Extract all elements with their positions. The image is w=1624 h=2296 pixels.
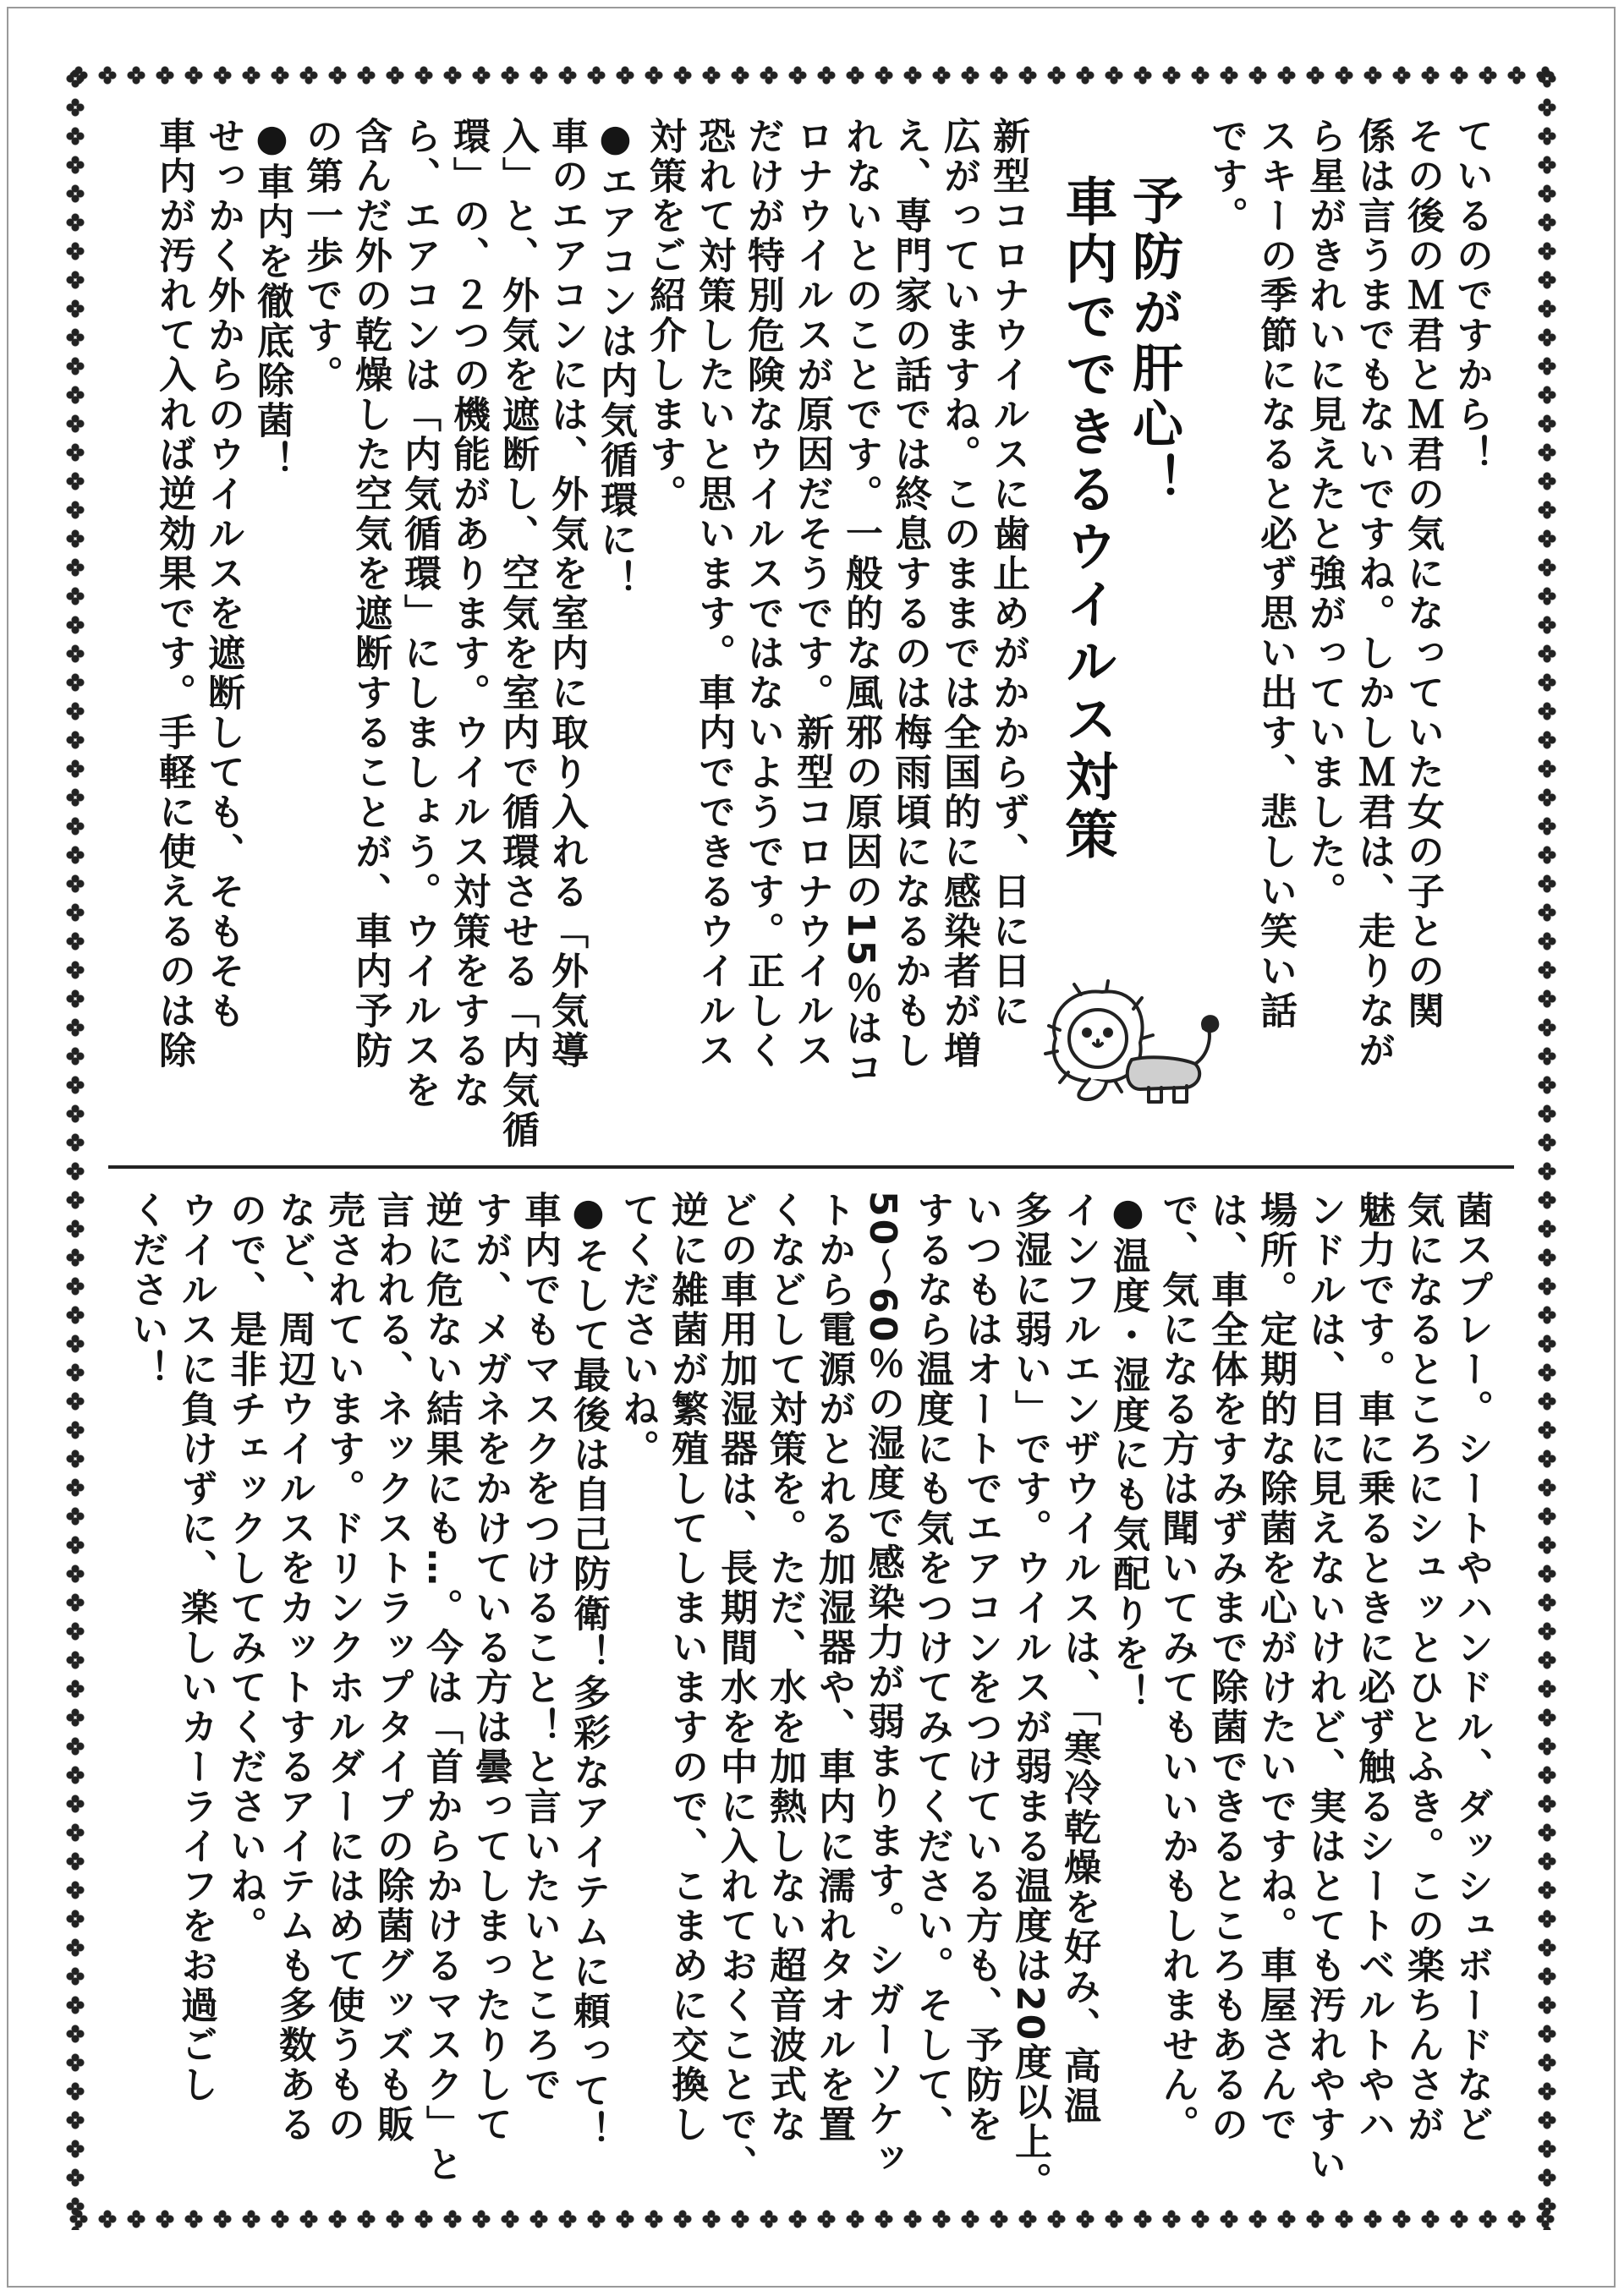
article-line: で、気になる方は聞いてみてもいいかもしれません。 [1155,1191,1199,2145]
article-line: 車内でもマスクをつけること！と言いたいところで [518,1191,561,2105]
article-line: 売されています。ドリンクホルダーにはめて使うもの [321,1191,365,2145]
article-line: 言われる、ネックストラップタイプの除菌グッズも販 [370,1191,414,2145]
newsletter-page [7,7,1616,2288]
flower-border-right [1533,64,1561,2230]
article-line: だけが特別危険なウイルスではないようです。正しく [741,117,784,1071]
article-line: 対策をご紹介します。 [643,117,686,514]
flower-border-top [64,61,1558,90]
article-line: 環」の、２つの機能があります。ウイルス対策をするな [447,117,490,1110]
story-line: スキーの季節になると必ず思い出す、悲しい笑い話 [1254,117,1297,1031]
story-line: ているのですから！ [1450,117,1493,474]
article-line: ください！ [125,1191,168,1389]
article-line: 新型コロナウイルスに歯止めがかからず、日に日に [986,117,1029,1031]
article-line: ロナウイルスが原因だそうです。新型コロナウイルス [790,117,833,1071]
lion-mascot-icon [1039,979,1233,1115]
bottom-text-block [122,1191,1495,2206]
article-line: 場所。定期的な除菌を心がけたいですね。車屋さんで [1254,1191,1297,2145]
article-line: どの車用加湿器は、長期間水を中に入れておくことで、 [714,1191,757,2184]
article-line: すが、メガネをかけている方は曇ってしまったりして [469,1191,512,2145]
section-divider [108,1165,1514,1169]
article-line: れないとのことです。一般的な風邪の原因の15％はコ [839,117,882,1088]
article-line: 逆に雑菌が繁殖してしまいますので、こまめに交換し [665,1191,708,2145]
article-line: いつもはオートでエアコンをつけている方も、予防を [959,1191,1002,2145]
top-text-block [149,117,1495,1150]
article-line: くなどして対策を。ただ、水を加熱しない超音波式な [763,1191,806,2145]
article-line: 魅力です。車に乗るときに必ず触るシートベルトやハ [1352,1191,1395,2145]
article-line: 入」と、外気を遮断し、空気を室内で循環させる「内気循 [496,117,539,1150]
article-title-line1: 予防が肝心！ [1124,174,1183,509]
article-line: ので、是非チェックしてみてくださいね。 [223,1191,266,1946]
article-line: ウイルスに負けずに、楽しいカーライフをお過ごし [174,1191,217,2105]
article-line: 恐れて対策したいと思います。車内でできるウイルス [692,117,735,1071]
article-line: トから電源がとれる加湿器や、車内に濡れタオルを置 [812,1191,855,2145]
article-line: 多湿に弱い」です。ウイルスが弱まる温度は20度以上。 [1008,1191,1051,2202]
story-line: その後のＭ君とＭ君の気になっていた女の子との関 [1401,117,1444,1031]
article-line: 気になるところにシュッとひとふき。この楽ちんさが [1401,1191,1444,2145]
section-heading-disinfect: ●車内を徹底除菌！ [250,117,294,480]
article-title-line2: 車内でできるウイルス対策 [1056,174,1118,864]
story-line: ら星がきれいに見えたと強がっていました。 [1303,117,1346,912]
section-heading-aircon: ●エアコンは内気循環に！ [594,117,637,600]
article-line: ら、エアコンは「内気循環」にしましょう。ウイルスを [398,117,441,1110]
article-line: てくださいね。 [616,1191,659,1469]
story-line: です。 [1204,117,1248,236]
article-line: するなら温度にも気をつけてみてください。そして、 [910,1191,953,2145]
article-line: 広がっていますね。このままでは全国的に感染者が増 [937,117,980,1071]
article-line: 車のエアコンには、外気を室内に取り入れる「外気導 [545,117,588,1071]
article-line: ンドルは、目に見えないけれど、実はとても汚れやすい [1303,1191,1346,2184]
article-line: 含んだ外の乾燥した空気を遮断することが、車内予防 [348,117,392,1071]
section-heading-selfdefense: ●そして最後は自己防衛！多彩なアイテムに頼って！ [567,1191,610,2151]
article-line: 車内が汚れて入れば逆効果です。手軽に使えるのは除 [152,117,195,1071]
article-line: は、車全体をすみずみまで除菌できるところもあるの [1204,1191,1248,2145]
article-line: 50～60％の湿度で感染力が弱まります。シガーソケッ [861,1191,904,2179]
article-line: など、周辺ウイルスをカットするアイテムも多数ある [272,1191,315,2145]
article-line: 逆に危ない結果にも…。今は「首からかけるマスク」と [420,1191,463,2184]
article-line: 菌スプレー。シートやハンドル、ダッシュボードなど [1450,1191,1493,2145]
flower-border-bottom [64,2205,1558,2233]
article-line: の第一歩です。 [299,117,343,395]
article-line: せっかく外からのウイルスを遮断しても、そもそも [201,117,244,1031]
article-line: インフルエンザウイルスは、「寒冷乾燥を好み、高温 [1057,1191,1100,2126]
story-line: 係は言うまでもないですね。しかしＭ君は、走りなが [1352,117,1395,1071]
article-line: え、専門家の話では終息するのは梅雨頃になるかもし [888,117,931,1071]
section-heading-humidity: ●温度・湿度にも気配りを！ [1106,1191,1149,1713]
flower-border-left [61,64,90,2230]
